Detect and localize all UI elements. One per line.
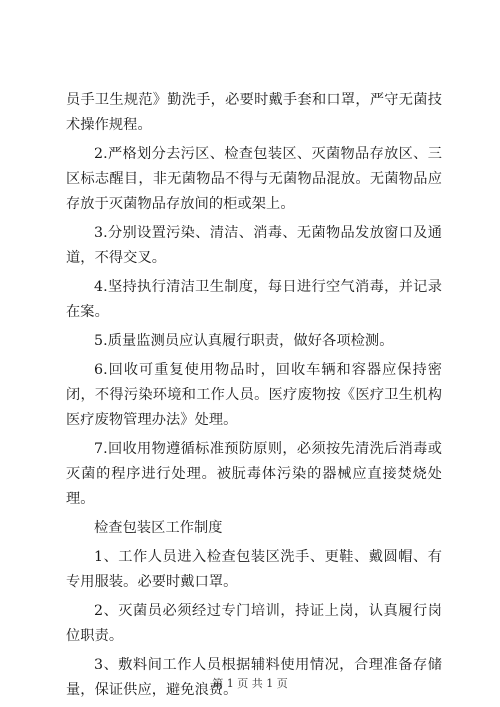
- paragraph: 3、敷料间工作人员根据辅料使用情况，合理准备存储量，保证供应，避免浪费。: [66, 657, 442, 698]
- section-heading: 检查包装区工作制度: [94, 520, 223, 536]
- paragraph: 3.分别设置污染、清洁、消毒、无菌物品发放窗口及通道，不得交叉。: [66, 225, 442, 266]
- page-footer: 第 1 页 共 1 页: [212, 677, 288, 690]
- paragraph: 5.质量监测员应认真履行职责，做好各项检测。: [94, 333, 394, 349]
- paragraph: 7.回收用物遵循标准预防原则，必须按先清洗后消毒或灭菌的程序进行处理。被朊毒体污染的器械应直接焚烧处理。: [66, 441, 442, 507]
- paragraph: 6.回收可重复使用物品时，回收车辆和容器应保持密闭，不得污染环境和工作人员。医疗废物按《医疗卫生机构医疗废物管理办法》处理。: [66, 362, 442, 428]
- paragraph: 员手卫生规范》勤洗手，必要时戴手套和口罩，严守无菌技术操作规程。: [66, 92, 442, 133]
- document-body: [66, 88, 442, 703]
- paragraph: 2.严格划分去污区、检查包装区、灭菌物品存放区、三区标志醒目，非无菌物品不得与无菌物品混放。无菌物品应存放于灭菌物品存放间的柜或架上。: [66, 146, 442, 212]
- paragraph: 4.坚持执行清洁卫生制度，每日进行空气消毒，并记录在案。: [66, 279, 442, 320]
- paragraph: 1、工作人员进入检查包装区洗手、更鞋、戴圆帽、有专用服装。必要时戴口罩。: [66, 549, 442, 590]
- paragraph: 2、灭菌员必须经过专门培训，持证上岗，认真履行岗位职责。: [66, 603, 442, 644]
